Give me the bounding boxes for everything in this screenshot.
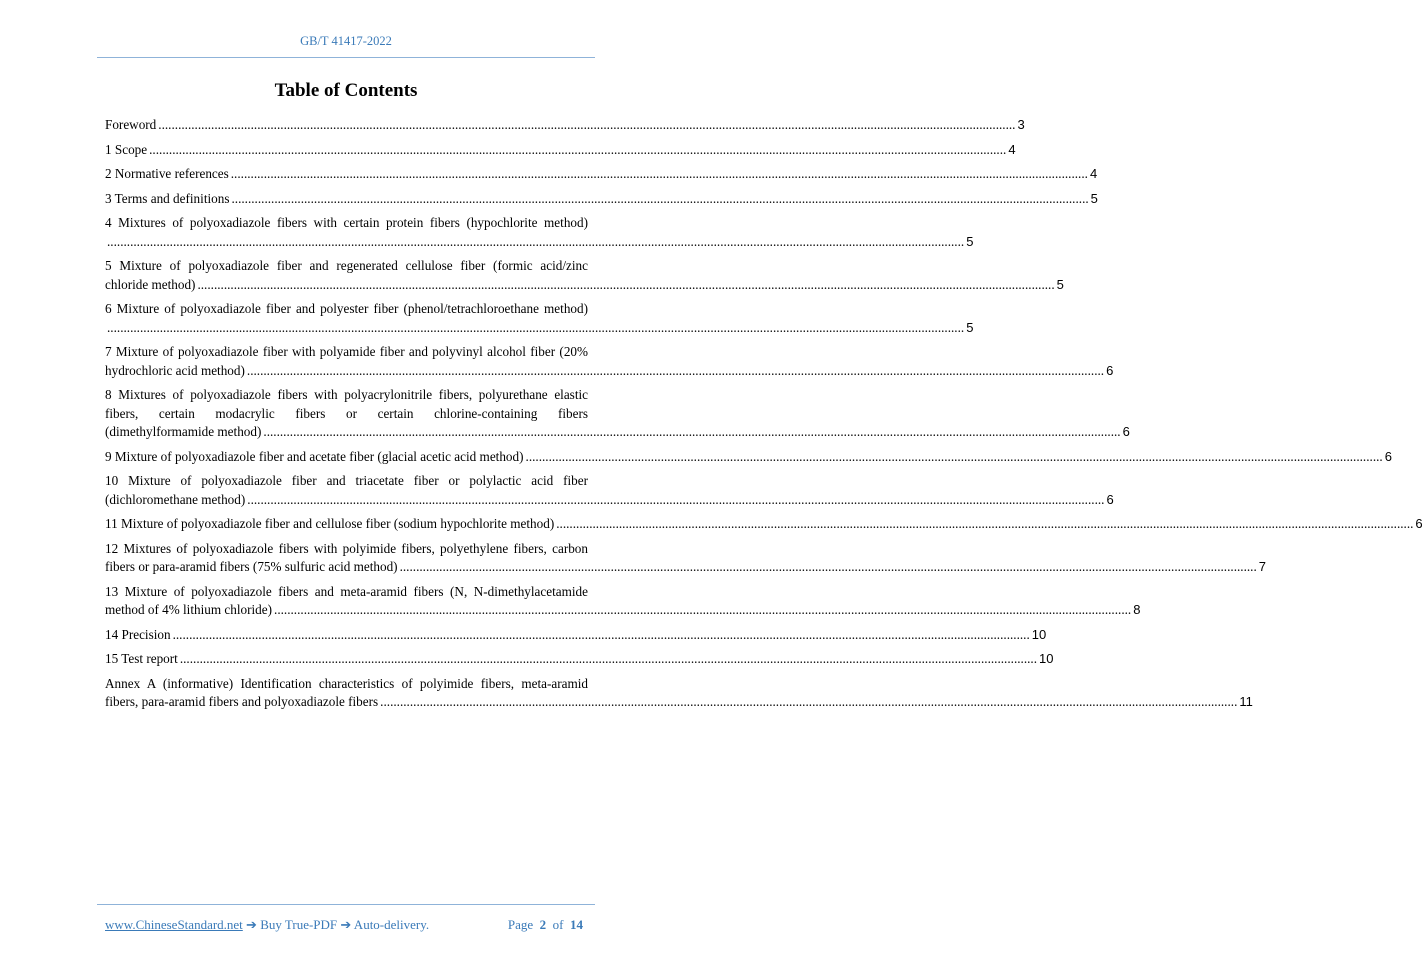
table-of-contents: [105, 116, 1423, 718]
toc-page-number: 5: [966, 319, 974, 335]
dot-leader: [197, 276, 1054, 295]
toc-entry[interactable]: [105, 472, 1114, 509]
promo-text: ➔ Buy True-PDF ➔ Auto-delivery.: [242, 917, 430, 932]
toc-entry[interactable]: [105, 116, 1025, 135]
dot-leader: [107, 233, 964, 252]
toc-entry-text-line: Annex A (informative) Identification characteristics of polyimide fibers, meta-aramid: [105, 675, 588, 691]
toc-entry-text-line: 6 Mixture of polyoxadiazole fiber and polyester fiber (phenol/tetrachloroethane method): [105, 301, 588, 316]
toc-entry[interactable]: [105, 214, 974, 251]
toc-entry-title: (dimethylformamide method): [105, 424, 262, 439]
dot-leader: [173, 626, 1030, 645]
dot-leader: [247, 362, 1104, 381]
toc-page-number: 11: [1239, 694, 1253, 709]
toc-page-number: 5: [1090, 190, 1098, 206]
toc-entry[interactable]: [105, 386, 1130, 442]
toc-entry-title: 3 Terms and definitions: [105, 190, 230, 206]
footer-promo: [105, 917, 429, 933]
toc-entry-title: 9 Mixture of polyoxadiazole fiber and acetate fiber (glacial acetic acid method): [105, 448, 524, 464]
dot-leader: [556, 515, 1413, 534]
toc-entry[interactable]: [105, 165, 1098, 184]
dot-leader: [380, 693, 1237, 712]
toc-entry-title: chloride method): [105, 276, 196, 292]
toc-entry-text-line: 10 Mixture of polyoxadiazole fiber and triacetate fiber or polylactic acid fiber: [105, 473, 588, 488]
toc-entry-text-line: 4 Mixtures of polyoxadiazole fibers with certain protein fibers (hypochlorite method): [105, 215, 588, 230]
total-pages-number: 14: [570, 917, 583, 932]
header-divider: [97, 57, 595, 58]
dot-leader: [231, 190, 1088, 209]
toc-page-number: 6: [1106, 491, 1114, 507]
toc-entry-text-line: 13 Mixture of polyoxadiazole fibers and meta-aramid fibers (N, N-dimethylacetamide: [105, 583, 588, 599]
page-indicator: [508, 917, 583, 933]
footer-divider: [97, 904, 595, 905]
toc-entry[interactable]: [105, 448, 1392, 467]
toc-page-number: 10: [1039, 651, 1054, 666]
dot-leader: [400, 558, 1257, 577]
toc-page-number: 6: [1415, 516, 1423, 531]
toc-entry-text-line: 8 Mixtures of polyoxadiazole fibers with polyacrylonitrile fibers, polyurethane elastic: [105, 387, 588, 402]
running-header: GB/T 41417-2022: [300, 34, 392, 48]
toc-entry-title: method of 4% lithium chloride): [105, 602, 273, 617]
toc-entry-title: hydrochloric acid method): [105, 362, 245, 378]
toc-entry-title: 14 Precision: [105, 626, 171, 642]
toc-entry-text-line: fibers, certain modacrylic fibers or certain chlorine-containing fibers: [105, 405, 588, 421]
toc-entry-text-line: 5 Mixture of polyoxadiazole fiber and regenerated cellulose fiber (formic acid/zinc: [105, 258, 588, 273]
toc-entry-title: 2 Normative references: [105, 166, 229, 181]
toc-entry[interactable]: [105, 343, 1114, 380]
toc-page-number: 5: [1056, 276, 1064, 292]
toc-entry[interactable]: [105, 257, 1064, 294]
toc-entry-title: 15 Test report: [105, 651, 178, 666]
toc-page-number: 6: [1106, 362, 1114, 378]
toc-entry[interactable]: [105, 583, 1141, 620]
toc-entry-title: Foreword: [105, 117, 157, 132]
site-link[interactable]: www.ChineseStandard.net: [105, 917, 243, 932]
toc-entry[interactable]: [105, 515, 1423, 534]
toc-entry-title: fibers or para-aramid fibers (75% sulfuric acid method): [105, 559, 398, 574]
toc-entry[interactable]: [105, 626, 1047, 645]
toc-entry-title: 11 Mixture of polyoxadiazole fiber and cellulose fiber (sodium hypochlorite method): [105, 516, 555, 531]
toc-page-number: 4: [1089, 166, 1098, 181]
toc-page-number: 10: [1031, 626, 1047, 642]
toc-entry-title: fibers, para-aramid fibers and polyoxadiazole fibers: [105, 694, 379, 709]
toc-page-number: 4: [1008, 141, 1016, 157]
page-title: Table of Contents: [274, 80, 418, 101]
toc-entry-title: 1 Scope: [105, 141, 148, 157]
toc-page-number: 3: [1017, 117, 1025, 132]
toc-entry[interactable]: [105, 675, 1253, 712]
toc-page-number: 6: [1122, 424, 1130, 439]
toc-entry-title: (dichloromethane method): [105, 491, 246, 507]
dot-leader: [180, 650, 1037, 669]
of-word: of: [552, 917, 564, 932]
toc-page-number: 8: [1133, 602, 1141, 617]
dot-leader: [149, 141, 1006, 160]
toc-page-number: 5: [966, 233, 974, 249]
toc-entry[interactable]: [105, 650, 1054, 669]
dot-leader: [107, 319, 964, 338]
toc-entry[interactable]: [105, 540, 1266, 577]
dot-leader: [526, 448, 1383, 467]
toc-entry[interactable]: [105, 190, 1098, 209]
dot-leader: [274, 601, 1131, 620]
toc-entry[interactable]: [105, 141, 1016, 160]
dot-leader: [263, 423, 1120, 442]
toc-page-number: 7: [1258, 559, 1266, 574]
page-word: Page: [507, 917, 534, 932]
toc-page-number: 6: [1384, 448, 1392, 464]
dot-leader: [231, 165, 1088, 184]
toc-entry[interactable]: [105, 300, 974, 337]
current-page-number: 2: [539, 917, 547, 932]
dot-leader: [158, 116, 1015, 135]
toc-entry-text-line: 7 Mixture of polyoxadiazole fiber with polyamide fiber and polyvinyl alcohol fiber (20%: [105, 344, 588, 359]
dot-leader: [247, 491, 1104, 510]
toc-entry-text-line: 12 Mixtures of polyoxadiazole fibers with polyimide fibers, polyethylene fibers, carbon: [105, 540, 588, 556]
